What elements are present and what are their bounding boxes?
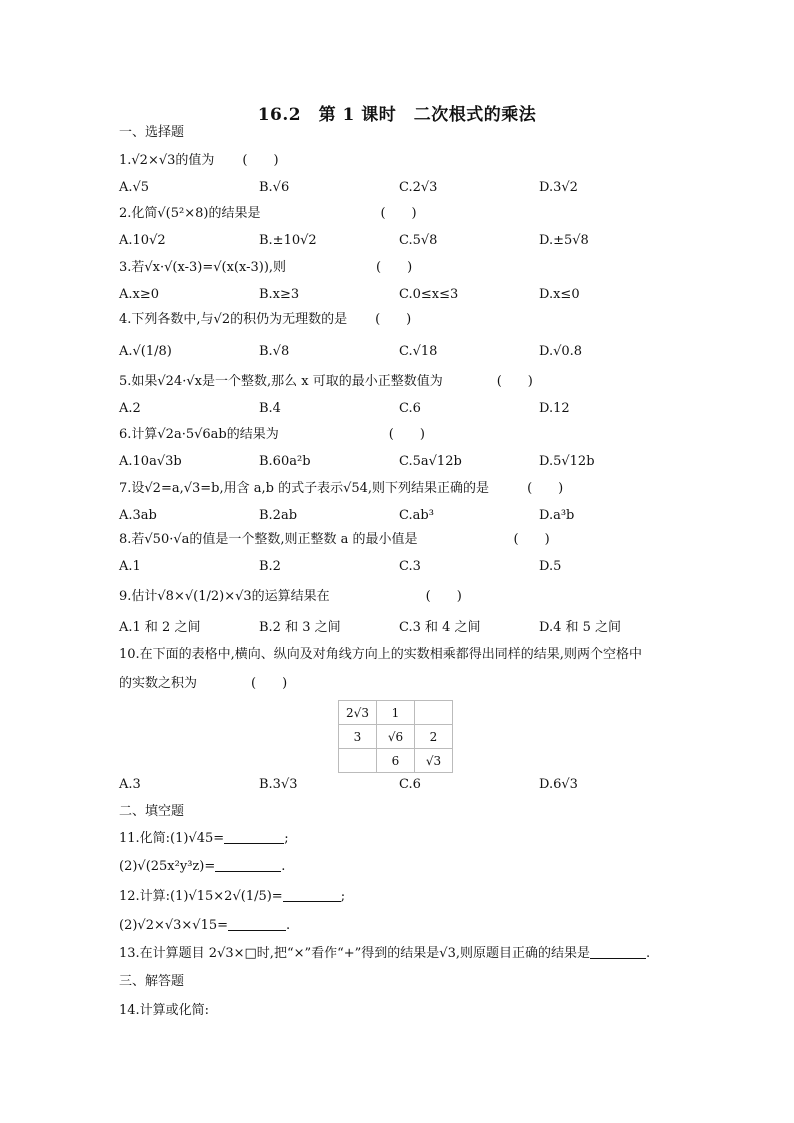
option-d: D.a³b — [539, 508, 575, 523]
option-c: C.3 和 4 之间 — [399, 620, 481, 635]
options-10 — [119, 776, 719, 794]
punct: ; — [284, 831, 289, 846]
grid-cell: 2 — [415, 725, 453, 749]
answer-paren: ( ) — [425, 589, 462, 604]
options-5 — [119, 400, 719, 418]
option-c: C.3 — [399, 559, 421, 574]
answer-blank[interactable] — [283, 888, 341, 902]
option-b: B.2 和 3 之间 — [259, 620, 341, 635]
question-stem: 13.在计算题目 2√3×□时,把“×”看作“+”得到的结果是√3,则原题目正确的结果是 — [119, 946, 590, 961]
option-d: D.√0.8 — [539, 344, 583, 359]
question-stem: 1.√2×√3的值为 — [119, 153, 215, 168]
question-stem: 12.计算:(1)√15×2√(1/5)= — [119, 889, 283, 904]
answer-paren: ( ) — [251, 676, 288, 691]
option-c: C.√18 — [399, 344, 438, 359]
question-stem: 9.估计√8×√(1/2)×√3的运算结果在 — [119, 589, 330, 604]
question-12b — [119, 917, 290, 935]
answer-paren: ( ) — [242, 153, 279, 168]
option-a: A.3 — [119, 777, 141, 792]
grid-cell: 1 — [377, 701, 415, 725]
question-stem: 4.下列各数中,与√2的积仍为无理数的是 — [119, 312, 348, 327]
answer-paren: ( ) — [513, 532, 550, 547]
question-11a — [119, 830, 289, 848]
punct: ; — [340, 889, 346, 904]
answer-paren: ( ) — [376, 260, 413, 275]
option-a: A.2 — [119, 401, 141, 416]
option-d: D.±5√8 — [539, 233, 589, 248]
grid-cell — [415, 701, 453, 725]
question-stem-cont: 的实数之积为 — [119, 676, 198, 691]
grid-cell: 6 — [377, 749, 415, 773]
grid-cell: 3 — [339, 725, 377, 749]
option-c: C.ab³ — [399, 508, 434, 523]
question-stem: 3.若√x·√(x-3)=√(x(x-3)),则 — [119, 260, 287, 275]
section-heading-choice: 一、选择题 — [119, 125, 185, 140]
punct: . — [646, 946, 651, 961]
answer-blank[interactable] — [215, 858, 281, 872]
question-7 — [119, 480, 563, 498]
question-9 — [119, 588, 462, 606]
question-12a — [119, 888, 345, 906]
option-b: B.√6 — [259, 180, 290, 195]
question-2 — [119, 205, 417, 223]
question-stem: 10.在下面的表格中,横向、纵向及对角线方向上的实数相乘都得出同样的结果,则两个空格中 — [119, 647, 642, 662]
option-b: B.60a²b — [259, 454, 311, 469]
option-a: A.3ab — [119, 508, 157, 523]
punct: . — [281, 859, 286, 874]
option-d: D.12 — [539, 401, 570, 416]
option-c: C.6 — [399, 777, 421, 792]
option-a: A.10√2 — [119, 233, 166, 248]
option-a: A.√(1/8) — [119, 344, 172, 359]
option-d: D.6√3 — [539, 777, 578, 792]
question-5 — [119, 373, 533, 391]
question-10 — [119, 646, 642, 664]
options-7 — [119, 507, 719, 525]
question-stem: 2.化简√(5²×8)的结果是 — [119, 206, 261, 221]
answer-paren: ( ) — [375, 312, 412, 327]
grid-cell: 2√3 — [339, 701, 377, 725]
question-4 — [119, 311, 411, 329]
number-grid — [338, 700, 453, 773]
question-11b — [119, 858, 285, 876]
question-stem: 6.计算√2a·5√6ab的结果为 — [119, 427, 279, 442]
option-d: D.5 — [539, 559, 562, 574]
options-1 — [119, 179, 719, 197]
question-stem: 8.若√50·√a的值是一个整数,则正整数 a 的最小值是 — [119, 532, 418, 547]
option-b: B.√8 — [259, 344, 290, 359]
option-a: A.1 — [119, 559, 141, 574]
option-a: A.x≥0 — [119, 287, 160, 302]
option-b: B.±10√2 — [259, 233, 317, 248]
option-d: D.x≤0 — [539, 287, 580, 302]
question-stem: 11.化简:(1)√45= — [119, 831, 225, 846]
options-2 — [119, 232, 719, 250]
option-c: C.5√8 — [399, 233, 438, 248]
answer-blank[interactable] — [224, 830, 284, 844]
option-d: D.4 和 5 之间 — [539, 620, 622, 635]
options-8 — [119, 558, 719, 576]
question-stem: (2)√(25x²y³z)= — [119, 859, 216, 874]
options-3 — [119, 286, 719, 304]
answer-paren: ( ) — [527, 481, 564, 496]
question-stem: 7.设√2=a,√3=b,用含 a,b 的式子表示√54,则下列结果正确的是 — [119, 481, 490, 496]
page-title: 16.2 第 1 课时 二次根式的乘法 — [257, 105, 537, 125]
option-c: C.5a√12b — [399, 454, 462, 469]
question-stem: 5.如果√24·√x是一个整数,那么 x 可取的最小正整数值为 — [119, 374, 443, 389]
question-14: 14.计算或化简: — [119, 1003, 210, 1018]
options-6 — [119, 453, 719, 471]
answer-blank[interactable] — [228, 917, 286, 931]
answer-paren: ( ) — [496, 374, 533, 389]
answer-paren: ( ) — [388, 427, 425, 442]
grid-cell — [339, 749, 377, 773]
question-13 — [119, 945, 650, 963]
question-8 — [119, 531, 550, 549]
option-b: B.2 — [259, 559, 281, 574]
options-4 — [119, 343, 719, 361]
grid-cell: √3 — [415, 749, 453, 773]
options-9 — [119, 619, 719, 637]
section-heading-solve: 三、解答题 — [119, 974, 185, 989]
question-1 — [119, 152, 279, 170]
option-a: A.√5 — [119, 180, 150, 195]
answer-blank[interactable] — [590, 945, 646, 959]
question-6 — [119, 426, 425, 444]
question-10-cont — [119, 675, 287, 693]
option-c: C.6 — [399, 401, 421, 416]
section-heading-fill: 二、填空题 — [119, 804, 185, 819]
option-d: D.3√2 — [539, 180, 578, 195]
question-3 — [119, 259, 412, 277]
option-b: B.4 — [259, 401, 281, 416]
option-b: B.2ab — [259, 508, 298, 523]
punct: . — [286, 918, 291, 933]
option-c: C.2√3 — [399, 180, 438, 195]
option-b: B.3√3 — [259, 777, 298, 792]
option-c: C.0≤x≤3 — [399, 287, 459, 302]
grid-cell: √6 — [377, 725, 415, 749]
question-stem: (2)√2×√3×√15= — [119, 918, 229, 933]
option-a: A.1 和 2 之间 — [119, 620, 201, 635]
option-a: A.10a√3b — [119, 454, 182, 469]
option-b: B.x≥3 — [259, 287, 300, 302]
option-d: D.5√12b — [539, 454, 595, 469]
answer-paren: ( ) — [380, 206, 417, 221]
